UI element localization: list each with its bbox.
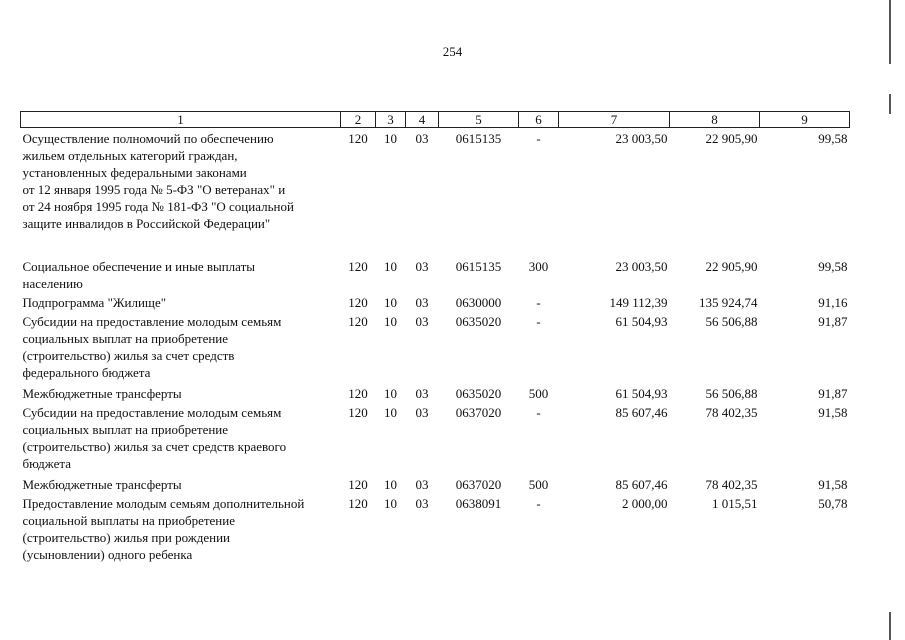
cell-ministry-code: 120 [348,404,368,420]
cell-expense-type: - [536,404,541,420]
cell-expense-type: - [536,131,541,146]
cell-actual: 22 905,90 [705,131,758,146]
cell-expense-type: 500 [528,476,549,492]
cell-plan: 23 003,50 [615,131,668,146]
cell-section: 10 [384,404,397,420]
cell-plan: 61 504,93 [615,385,668,401]
cell-expense-type: 300 [528,258,549,274]
cell-ministry-code: 120 [348,385,368,401]
cell-expense-type: - [536,313,541,329]
cell-target-article: 0630000 [455,294,502,310]
table-row [21,128,850,256]
name-line: (строительство) жилья за счет средств краевого [22,438,287,454]
name-line: от 24 ноября 1995 года № 181-ФЗ "О социальной [22,199,294,214]
cell-percent: 99,58 [818,131,848,146]
name-line: от 12 января 1995 года № 5-ФЗ "О ветеранах" и [22,182,286,197]
cell-percent: 50,78 [818,495,848,511]
name-line: социальной выплаты на приобретение [22,512,235,528]
name-line: (строительство) жилья при рождении [22,529,231,545]
cell-section: 10 [384,495,397,511]
table-row [21,474,850,493]
cell-section: 10 [384,294,397,310]
cell-target-article: 0615135 [455,258,502,274]
name-line: бюджета [22,455,71,471]
name-line: Субсидии на предоставление молодым семьям [22,313,282,329]
cell-percent: 99,58 [818,258,848,274]
header-cell: 5 [439,112,519,128]
table-row [21,402,850,474]
row-name [21,493,341,565]
cell-target-article: 0637020 [455,404,502,420]
cell-section: 10 [384,131,397,146]
cell-ministry-code: 120 [348,476,368,492]
cell-actual: 56 506,88 [705,313,758,329]
cell-target-article: 0638091 [455,495,502,511]
row-name [21,474,341,493]
cell-ministry-code: 120 [348,258,368,274]
header-cell: 2 [341,112,376,128]
row-name [21,383,341,402]
cell-section: 10 [384,476,397,492]
row-name [21,402,341,474]
cell-ministry-code: 120 [348,495,368,511]
cell-target-article: 0635020 [455,385,502,401]
name-line: установленных федеральными законами [22,165,247,180]
cell-expense-type: - [536,294,541,310]
cell-subsection: 03 [415,404,429,420]
table-row [21,493,850,565]
name-line: Межбюджетные трансферты [22,476,182,492]
cell-percent: 91,16 [818,294,848,310]
cell-actual: 56 506,88 [705,385,758,401]
header-cell: 1 [21,112,341,128]
cell-section: 10 [384,385,397,401]
cell-target-article: 0637020 [455,476,502,492]
name-line: Социальное обеспечение и иные выплаты [22,258,256,274]
name-line: Субсидии на предоставление молодым семьям [22,404,282,420]
table-row [21,256,850,292]
header-row [21,112,850,128]
header-cell: 9 [760,112,850,128]
name-line: Осуществление полномочий по обеспечению [22,131,274,146]
cell-expense-type: 500 [528,385,549,401]
table-row [21,311,850,383]
cell-percent: 91,87 [818,313,848,329]
cell-target-article: 0615135 [455,131,502,146]
cell-target-article: 0635020 [455,313,502,329]
cell-ministry-code: 120 [348,294,368,310]
cell-plan: 23 003,50 [615,258,668,274]
header-cell: 3 [376,112,406,128]
name-line: (строительство) жилья за счет средств [22,347,235,363]
row-name [21,256,341,292]
cell-plan: 85 607,46 [615,404,668,420]
table-row [21,383,850,402]
cell-actual: 78 402,35 [705,476,758,492]
cell-actual: 1 015,51 [712,495,758,511]
row-name [21,292,341,311]
cell-actual: 22 905,90 [705,258,758,274]
cell-plan: 85 607,46 [615,476,668,492]
name-line: жильем отдельных категорий граждан, [22,148,238,163]
cell-percent: 91,58 [818,476,848,492]
page-number: 254 [442,44,463,59]
cell-subsection: 03 [415,294,429,310]
cell-ministry-code: 120 [348,131,368,146]
cell-section: 10 [384,313,397,329]
name-line: Подпрограмма "Жилище" [22,294,167,310]
name-line: населению [22,275,83,291]
cell-subsection: 03 [415,131,429,146]
cell-actual: 78 402,35 [705,404,758,420]
row-name [21,128,341,256]
cell-subsection: 03 [415,385,429,401]
name-line: (усыновлении) одного ребенка [22,546,193,562]
table-row [21,292,850,311]
name-line: федерального бюджета [22,364,151,380]
cell-subsection: 03 [415,313,429,329]
cell-ministry-code: 120 [348,313,368,329]
cell-subsection: 03 [415,258,429,274]
name-line: Предоставление молодым семьям дополнительной [22,495,305,511]
edge-mark [889,612,891,640]
header-cell: 7 [559,112,670,128]
row-name [21,311,341,383]
cell-section: 10 [384,258,397,274]
cell-plan: 149 112,39 [609,294,668,310]
edge-mark [889,0,891,64]
cell-subsection: 03 [415,476,429,492]
header-cell: 8 [670,112,760,128]
cell-actual: 135 924,74 [699,294,758,310]
header-cell: 4 [406,112,439,128]
cell-plan: 2 000,00 [622,495,668,511]
cell-percent: 91,87 [818,385,848,401]
cell-expense-type: - [536,495,541,511]
cell-plan: 61 504,93 [615,313,668,329]
edge-mark [889,94,891,114]
cell-subsection: 03 [415,495,429,511]
cell-percent: 91,58 [818,404,848,420]
name-line: Межбюджетные трансферты [22,385,182,401]
name-line: социальных выплат на приобретение [22,330,229,346]
name-line: социальных выплат на приобретение [22,421,229,437]
header-cell: 6 [519,112,559,128]
budget-table [20,111,850,565]
name-line: защите инвалидов в Российской Федерации" [22,216,271,231]
